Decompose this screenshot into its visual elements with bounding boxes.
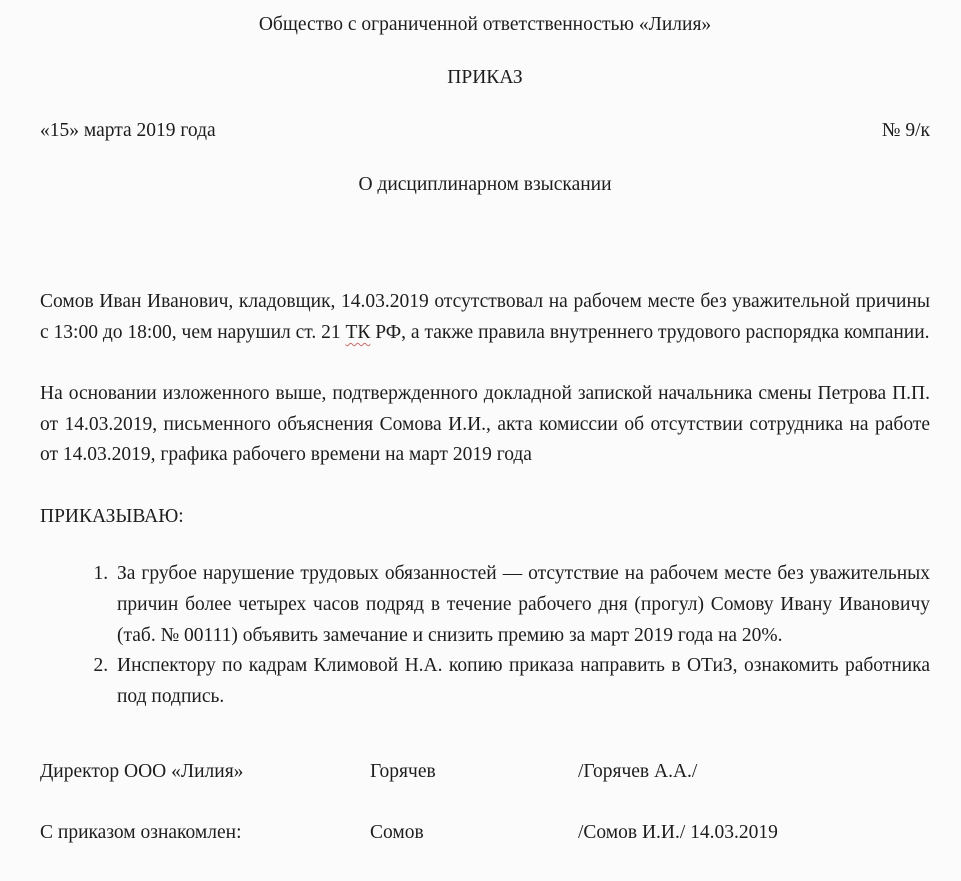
paragraph-1-text-after: РФ, а также правила внутреннего трудового распорядка компании. bbox=[370, 321, 930, 343]
document-number: № 9/к bbox=[881, 119, 930, 141]
spellcheck-flagged-word: ТК bbox=[345, 321, 371, 343]
signature-transcript-employee: /Сомов И.И./ 14.03.2019 bbox=[578, 821, 778, 843]
signature-handwritten-employee: Сомов bbox=[370, 821, 424, 843]
signature-row-employee bbox=[40, 818, 930, 849]
signature-handwritten-director: Горячев bbox=[370, 760, 436, 782]
resolution-heading: ПРИКАЗЫВАЮ: bbox=[40, 506, 184, 528]
document-date: «15» марта 2019 года bbox=[40, 119, 216, 141]
order-item-1: 1. За грубое нарушение трудовых обязанностей — отсутствие на рабочем месте без уважительных причин более четырех часов подряд в течение рабочего дня (прогул) Сомову Ивану Ивановичу (таб. № 00111) объявить замечание и снизить премию за март 2019 года на 20%. bbox=[113, 559, 930, 651]
order-items-list bbox=[40, 559, 930, 713]
body-paragraph-1 bbox=[40, 287, 930, 349]
order-item-2: 2. Инспектору по кадрам Климовой Н.А. копию приказа направить в ОТиЗ, ознакомить работника под подпись. bbox=[113, 651, 930, 713]
signature-row-director bbox=[40, 757, 930, 788]
document-subject: О дисциплинарном взыскании bbox=[358, 174, 612, 196]
paragraph-1-text-before: Сомов Иван Иванович, кладовщик, 14.03.2019 отсутствовал на рабочем месте без уважительной причины с 13:00 до 18:00, чем нарушил ст. 21 bbox=[40, 291, 930, 343]
date-number-row bbox=[40, 116, 930, 147]
body-paragraph-2: На основании изложенного выше, подтвержденного докладной запиской начальника смены Петрова П.П. от 14.03.2019, письменного объяснения Сомова И.И., акта комиссии об отсутствии сотрудника на работе от 14.03.2019, графика рабочего времени на март 2019 года bbox=[40, 382, 930, 466]
signature-label-employee: С приказом ознакомлен: bbox=[40, 821, 242, 843]
signature-transcript-director: /Горячев А.А./ bbox=[578, 760, 698, 782]
organization-name: Общество с ограниченной ответственностью «Лилия» bbox=[258, 14, 712, 35]
signature-label-director: Директор ООО «Лилия» bbox=[40, 760, 244, 782]
document-title: ПРИКАЗ bbox=[447, 66, 523, 88]
